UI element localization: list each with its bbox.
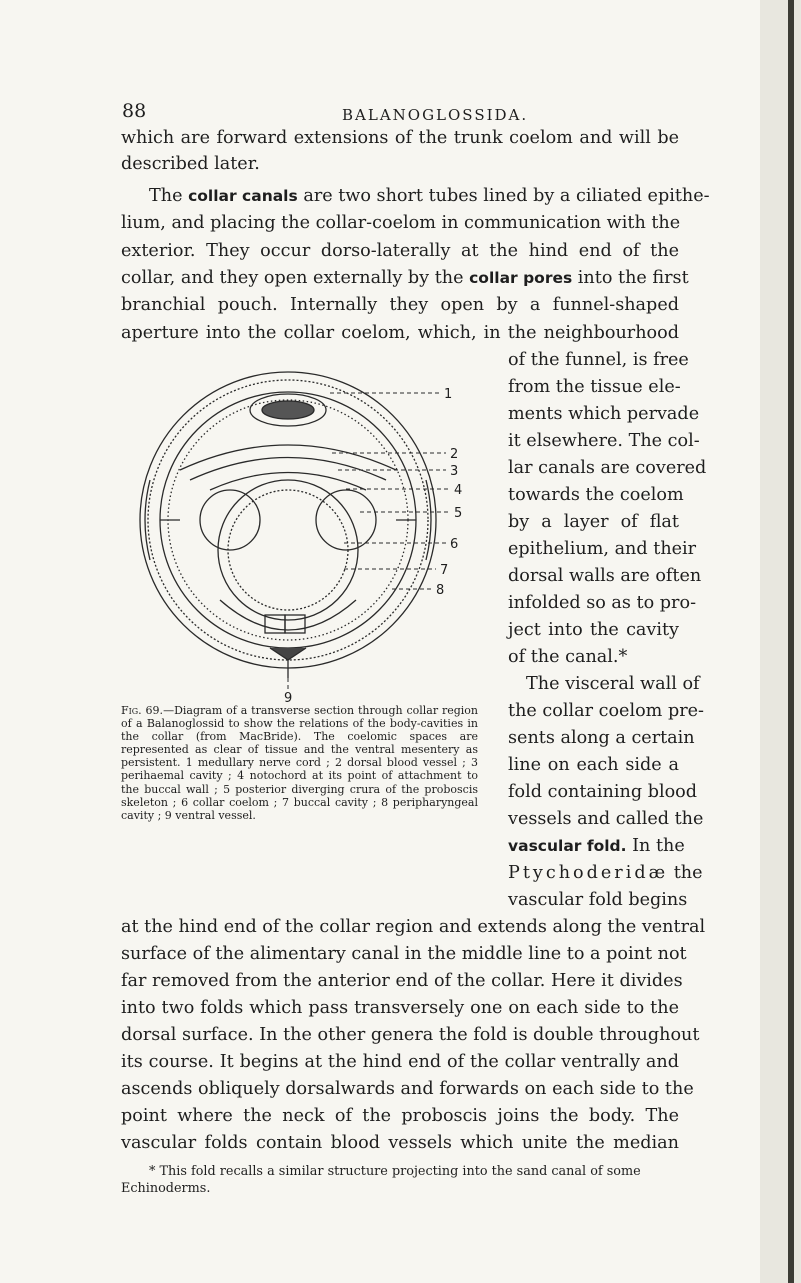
body-line: its course. It begins at the hind end of the collar ventrally and (121, 1052, 679, 1072)
bold-term: collar canals (188, 187, 298, 205)
body-line: collar, and they open externally by the collar pores into the first (121, 268, 689, 288)
body-line: infolded so as to pro- (508, 593, 697, 613)
body-line: dorsal walls are often (508, 566, 702, 586)
body-line: lar canals are covered (508, 458, 707, 478)
figure-diagram (120, 360, 490, 705)
caption-text: —Diagram of a transverse section through collar region of a Balanoglossid to show the relations of the body-cavities in the collar (from MacBride). The coelomic spaces are represented as clear of tissue and the ventral mesentery as persistent. 1 medullary nerve cord ; 2 dorsal blood vessel ; 3 perihaemal cavity ; 4 notochord at its point of attachment to the buccal wall ; 5 posterior diverging crura of the proboscis skeleton ; 6 collar coelom ; 7 buccal cavity ; 8 peripharyngeal cavity ; 9 ventral vessel. (121, 704, 478, 822)
bold-term: vascular fold. (508, 837, 627, 855)
running-head: BALANOGLOSSIDA. (342, 106, 529, 124)
body-line: aperture into the collar coelom, which, in the neighbourhood (121, 323, 679, 343)
body-line: vascular fold. In the (508, 836, 685, 856)
body-line: point where the neck of the proboscis joins the body. The (121, 1106, 679, 1126)
body-line: line on each side a (508, 755, 679, 775)
body-line: at the hind end of the collar region and extends along the ventral (121, 917, 706, 937)
body-line: dorsal surface. In the other genera the fold is double throughout (121, 1025, 700, 1045)
body-line: ments which pervade (508, 404, 700, 424)
body-line: which are forward extensions of the trunk coelom and will be (121, 128, 679, 148)
body-line: of the funnel, is free (508, 350, 689, 370)
body-line: ascends obliquely dorsalwards and forwards on each side to the (121, 1079, 694, 1099)
figure-caption (121, 704, 478, 822)
body-line: vascular folds contain blood vessels which unite the median (121, 1133, 679, 1153)
body-line: exterior. They occur dorso-laterally at the hind end of the (121, 241, 679, 261)
footnote (121, 1163, 679, 1197)
body-line: towards the coelom (508, 485, 684, 505)
figure-label-1: 1 (444, 387, 453, 402)
coelom-wall (160, 392, 416, 648)
body-line: sents along a certain (508, 728, 695, 748)
body-line: described later. (121, 154, 260, 174)
bold-term: collar pores (469, 269, 573, 287)
body-line: into two folds which pass transversely one on each side to the (121, 998, 679, 1018)
body-line: surface of the alimentary canal in the middle line to a point not (121, 944, 687, 964)
outer-epidermis (148, 380, 428, 660)
figure-label-3: 3 (450, 464, 459, 479)
spaced-term: Ptychoderidæ (508, 863, 669, 883)
body-line: lium, and placing the collar-coelom in communication with the (121, 213, 681, 233)
figure-label-2: 2 (450, 447, 459, 462)
caption-label: Fig. 69. (121, 704, 164, 717)
body-line: branchial pouch. Internally they open by a funnel-shaped (121, 295, 679, 315)
page-edge-shadow (760, 0, 801, 1283)
body-line: far removed from the anterior end of the collar. Here it divides (121, 971, 683, 991)
page-edge-line (788, 0, 794, 1283)
body-line: The visceral wall of (526, 674, 700, 694)
body-line: epithelium, and their (508, 539, 697, 559)
figure-label-6: 6 (450, 537, 459, 552)
body-line: it elsewhere. The col- (508, 431, 700, 451)
figure-label-5: 5 (454, 506, 463, 521)
body-line: from the tissue ele- (508, 377, 681, 397)
body-line: The collar canals are two short tubes lined by a ciliated epithe- (149, 186, 710, 206)
page-number: 88 (122, 100, 147, 122)
body-line: vessels and called the (508, 809, 704, 829)
figure-label-4: 4 (454, 483, 463, 498)
body-line: the collar coelom pre- (508, 701, 704, 721)
figure-label-8: 8 (436, 583, 445, 598)
body-line: Ptychoderidæ the (508, 863, 703, 883)
body-line: vascular fold begins (508, 890, 688, 910)
body-line: ject into the cavity (508, 620, 679, 640)
buccal-cavity (218, 480, 358, 620)
figure-label-7: 7 (440, 563, 449, 578)
body-line: by a layer of flat (508, 512, 679, 532)
body-line: of the canal.* (508, 647, 628, 667)
figure-label-9: 9 (284, 691, 293, 705)
pharynx-right (316, 490, 376, 550)
footnote-text: * This fold recalls a similar structure projecting into the sand canal of some Echinoderms. (121, 1164, 641, 1196)
body-line: fold containing blood (508, 782, 698, 802)
pharynx-left (200, 490, 260, 550)
